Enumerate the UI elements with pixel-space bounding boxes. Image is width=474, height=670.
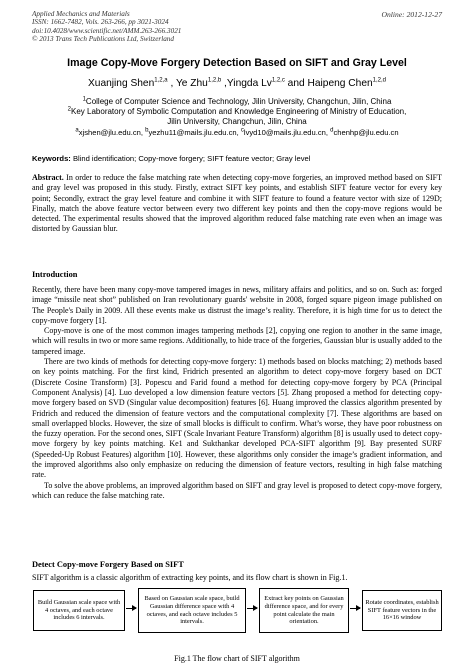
email-sup: c [240,127,244,134]
figure-caption: Fig.1 The flow chart of SIFT algorithm [174,654,300,663]
email-address[interactable]: yezhu11@mails.jlu.edu.cn, [148,128,241,137]
abstract-text: In order to reduce the false matching rate when detecting copy-move forgeries, an improved method based on SIFT and gray level was proposed in this study. Firstly, extract SIFT key points, and establish SIFT feature vector for every key point; Secondly, extract the gray level feature and combine it with SIFT feature to found a feature vector with size of 129D; Finally, match the above feature vector between every two different key points and then the copy-move regions would be detected. The experimental results showed that the improved algorithm reduced false matching rate even when an image was distorted by Gaussian blur. [32,173,442,234]
paragraph: Copy-move is one of the most common images tampering methods [2], copying one region to another in the same image, which will results in two or more same regions. Additionally, to hide trace of the forgeries, Gaussian blur is usually added to the tampered image. [32,326,442,356]
flow-arrow [350,608,360,609]
author-sup: 1,2,d [372,77,387,84]
author-sep: , [221,78,227,89]
email-address[interactable]: chenhp@jlu.edu.cn [333,128,399,137]
author-sup: 1,2,a [154,77,168,84]
paragraph: Recently, there have been many copy-move tampered images in news, military affairs and politics, and so on. Such as: forged image “missile neat shot” published on Iran revolutionary guards' website in 2008, forged square pigeon image published on The People's Daily in 2009. All these events make us distrust the image’s reality. Therefore, it is high time for us to detect the copy-move forgery [1]. [32,285,442,325]
journal-name: Applied Mechanics and Materials [32,10,130,18]
email-sup: b [145,127,149,134]
flow-box-scale-space: Build Gaussian scale space with 4 octaves, and each octave includes 6 intervals. [33,590,125,631]
paragraph: There are two kinds of methods for detecting copy-move forgery: 1) methods based on blocks matching; 2) methods based on key points matching. For the first kind, Fridrich presented an algorithm to detect copy-move forgery based on DCT (Discrete Cosine Transform) [3]. Popescu and Farid found a method for detecting copy-move forgery by PCA (Principal Component Analysis) [4]. Luo developed a low dimension feature vectors [5]. Zhang proposed a method for detecting copy-move forgery based on SVD (Singular value decomposition) features [6]. Huang improved the classics algorithm presented by Fridrich and reduced the dimension of feature vectors and the computational complexity [7]. These algorithms are based on small overlapped blocks. However, the size of small blocks is difficult to confirm. What’s worse, they have poor robustness on the fuzzy operation. For the second ones, SIFT (Scale Invariant Feature Transform) algorithm [8] is usually used to detect copy-move forgery by key points matching. Ke1 and Sukthankar developed PCA-SIFT algorithm [9]. Bay presented SURF (Speeded-Up Robust Features) algorithm [10]. However, these algorithms only consider the image’s gradient information, and the improved algorithms also only emphasize on reducing the dimension of feature vectors, resulting in high false matching rate. [32,357,442,480]
author-name: Haipeng Chen [307,78,373,89]
abstract-label: Abstract. [32,173,64,182]
doi-line[interactable]: doi:10.4028/www.scientific.net/AMM.263-266.3021 [32,26,182,35]
affiliation-2 [40,107,434,126]
email-sup: a [75,127,79,134]
keywords [32,154,310,163]
author-sup: 1,2,c [271,77,285,84]
author-sep: , [167,78,176,89]
flow-box-key-points: Extract key points on Gaussian difference space, and for every point calculate the main orientation. [259,588,349,633]
author-sep: and [284,78,308,89]
flow-arrow [247,608,257,609]
keywords-label: Keywords: [32,154,71,163]
abstract [32,173,442,235]
section-body [32,573,442,583]
email-sup: d [330,127,334,134]
email-list [0,128,474,137]
journal-header [32,10,181,44]
keywords-text: Blind identification; Copy-move forgery; SIFT feature vector; Gray level [70,154,311,163]
author-list [0,78,474,89]
author-name: Yingda Lv [226,78,272,89]
introduction-body [32,285,442,501]
affil-sup: 1 [82,96,86,103]
email-address[interactable]: xjshen@jlu.edu.cn, [78,128,146,137]
affiliation-1 [40,97,434,107]
section-heading: Detect Copy-move Forgery Based on SIFT [32,560,184,569]
flow-arrow [126,608,136,609]
paragraph: To solve the above problems, an improved algorithm based on SIFT and gray level is proposed to detect copy-move forgery, which can reduce the false matching rate. [32,480,442,500]
copyright-line: © 2013 Trans Tech Publications Ltd, Switzerland [32,35,174,44]
author-name: Xuanjing Shen [87,78,155,89]
author-name: Ye Zhu [175,78,208,89]
affil-sup: 2 [67,106,72,113]
paper-title: Image Copy-Move Forgery Detection Based on SIFT and Gray Level [67,57,407,69]
author-sup: 1,2,b [207,77,222,84]
flow-box-difference-space: Based on Gaussian scale space, build Gaussian difference space with 4 octaves, and each octave includes 5 intervals. [138,588,246,633]
affil-text: Jilin University, Changchun, Jilin, China [167,116,307,126]
flow-box-feature-vectors: Rotate coordinates, establish SIFT feature vectors in the 16×16 window [362,590,442,631]
online-date: Online: 2012-12-27 [381,10,442,19]
paragraph: SIFT algorithm is a classic algorithm of extracting key points, and its flow chart is shown in Fig.1. [32,573,348,582]
affil-text: Key Laboratory of Symbolic Computation and Knowledge Engineering of Ministry of Education, [71,107,407,116]
issn-line: ISSN: 1662-7482, Vols. 263-266, pp 3021-3024 [32,18,169,27]
affil-text: College of Computer Science and Technology, Jilin University, Changchun, Jilin, China [85,97,392,106]
email-address[interactable]: lvyd10@mails.jlu.edu.cn, [243,128,331,137]
introduction-heading: Introduction [32,270,78,279]
